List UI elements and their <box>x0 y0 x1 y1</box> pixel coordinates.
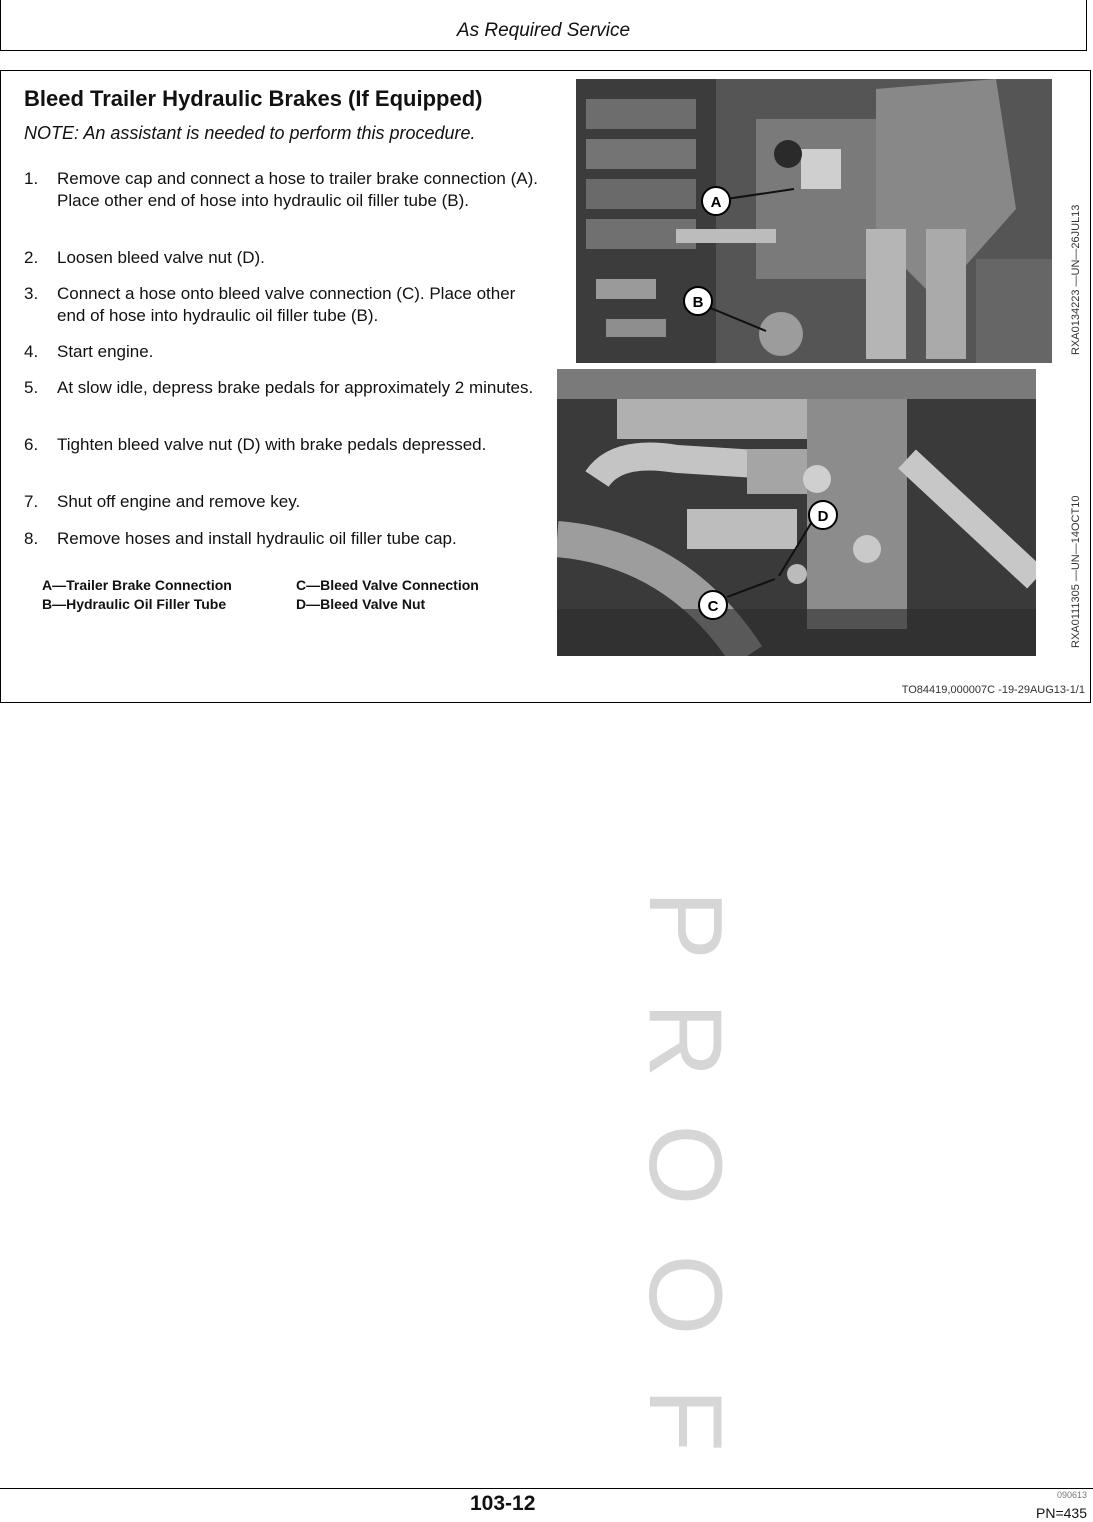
callout-c: C <box>707 598 719 615</box>
step-text: Shut off engine and remove key. <box>57 492 301 511</box>
figure-id-top: RXA0134223 —UN—26JUL13 <box>1070 204 1082 355</box>
footer-divider <box>0 1488 1093 1489</box>
step-number: 2. <box>24 248 39 267</box>
watermark-letter: P <box>627 890 743 960</box>
step-item <box>24 247 544 269</box>
step-number: 1. <box>24 169 39 188</box>
watermark-letter: F <box>627 1388 743 1452</box>
callout-d: D <box>817 508 829 525</box>
page-header <box>0 0 1087 51</box>
page-number: 103-12 <box>470 1492 536 1515</box>
step-number: 4. <box>24 342 39 361</box>
step-item <box>24 283 544 326</box>
step-number: 5. <box>24 378 39 397</box>
callout-b: B <box>692 294 704 311</box>
step-number: 8. <box>24 529 39 548</box>
document-reference: TO84419,000007C -19-29AUG13-1/1 <box>901 684 1085 696</box>
step-item <box>24 341 544 363</box>
legend-item-b: B—Hydraulic Oil Filler Tube <box>42 596 227 612</box>
photo-illustration <box>576 79 1052 363</box>
watermark-letter: R <box>627 1002 743 1078</box>
legend-item-d: D—Bleed Valve Nut <box>296 596 426 612</box>
legend-item-c: C—Bleed Valve Connection <box>296 577 479 593</box>
step-text: Remove hoses and install hydraulic oil filler tube cap. <box>57 529 457 548</box>
section-title: Bleed Trailer Hydraulic Brakes (If Equipped) <box>24 86 483 111</box>
step-text: Start engine. <box>57 342 154 361</box>
footer-code: 090613 <box>1056 1490 1087 1500</box>
step-item <box>24 434 544 456</box>
page-pn: PN=435 <box>1036 1505 1087 1521</box>
photo-trailer-brake-connection <box>576 79 1052 363</box>
step-item <box>24 491 544 513</box>
watermark-letter: O <box>627 1254 743 1336</box>
watermark-letter: O <box>627 1124 743 1206</box>
photo-bleed-valve <box>557 369 1036 656</box>
callout-a: A <box>710 194 722 211</box>
step-number: 6. <box>24 435 39 454</box>
header-title: As Required Service <box>456 20 631 41</box>
step-text: At slow idle, depress brake pedals for approximately 2 minutes. <box>57 378 534 397</box>
legend-item-a: A—Trailer Brake Connection <box>42 577 232 593</box>
legend-left <box>42 576 232 614</box>
step-number: 3. <box>24 284 39 303</box>
legend-right <box>296 576 479 614</box>
step-text: Remove cap and connect a hose to trailer brake connection (A). Place other end of hose into hydraulic oil filler tube (B). <box>57 169 538 210</box>
step-item <box>24 168 544 211</box>
figure-id-bottom: RXA0111305 —UN—14OCT10 <box>1070 495 1082 648</box>
photo-illustration <box>557 369 1036 656</box>
step-number: 7. <box>24 492 39 511</box>
step-text: Connect a hose onto bleed valve connection (C). Place other end of hose into hydraulic oil filler tube (B). <box>57 284 516 325</box>
step-item <box>24 377 544 399</box>
step-item <box>24 528 544 550</box>
step-text: Loosen bleed valve nut (D). <box>57 248 265 267</box>
step-text: Tighten bleed valve nut (D) with brake pedals depressed. <box>57 435 487 454</box>
procedure-note: NOTE: An assistant is needed to perform this procedure. <box>24 123 476 143</box>
